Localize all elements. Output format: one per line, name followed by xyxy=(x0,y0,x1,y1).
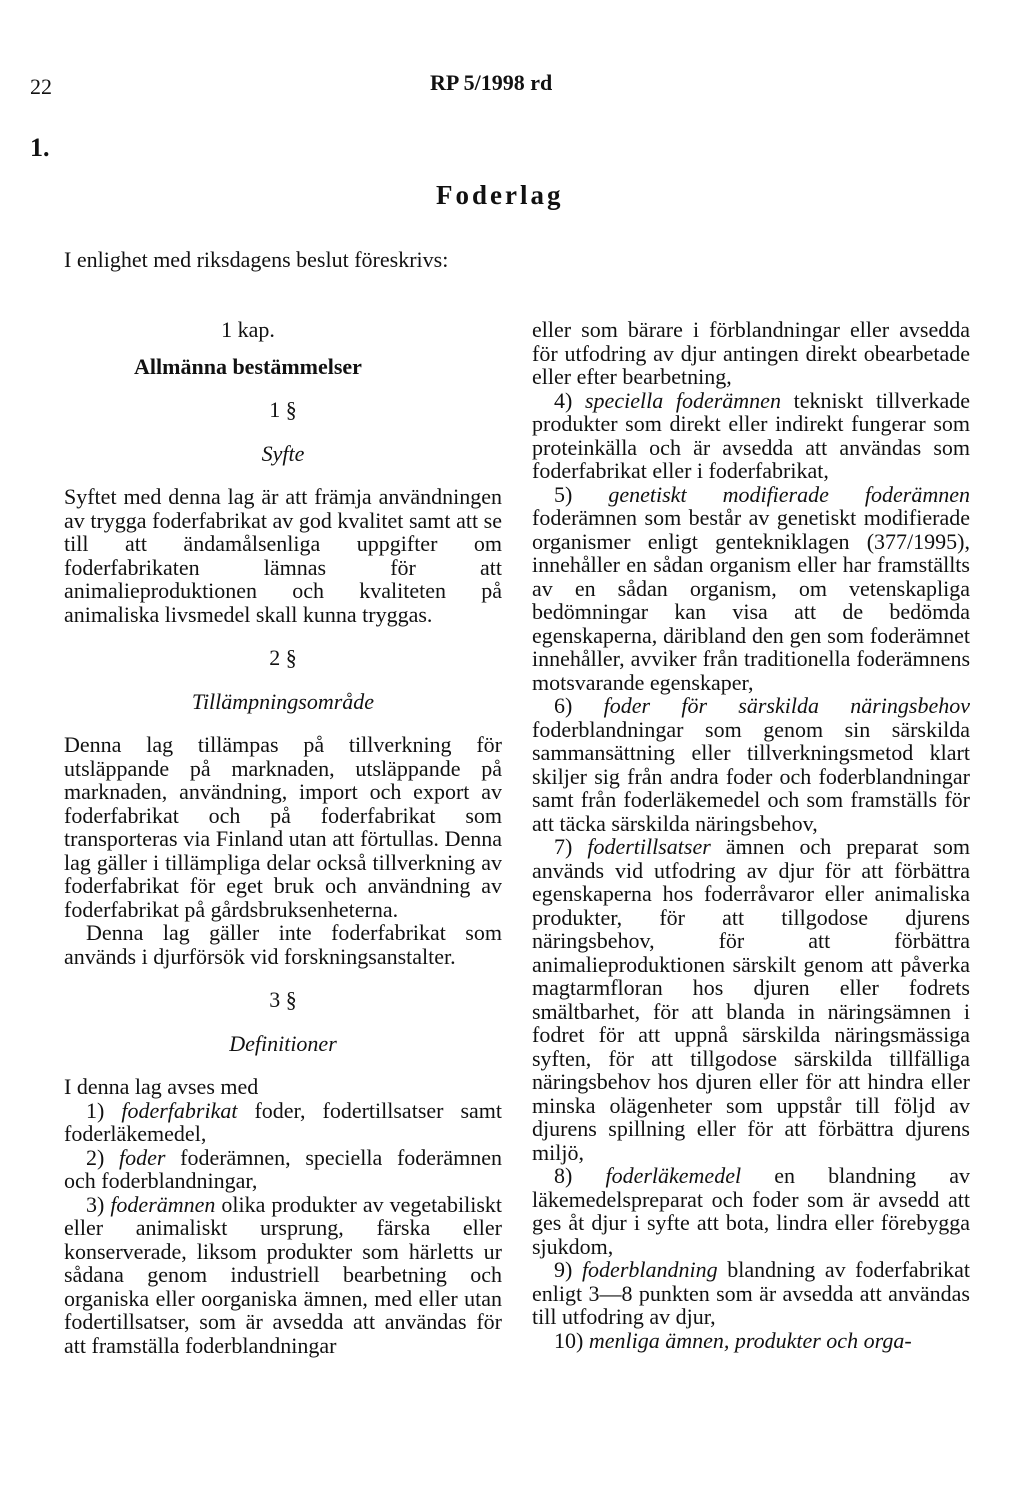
definition-text: foderblandningar som genom sin särskilda sammansättning eller tillverkningsmetod klart skiljer sig från andra foder och foderblandningar samt från foderläkemedel och som framställs för att täcka särskilda näringsbehov, xyxy=(532,716,970,836)
section-2-text-2: Denna lag gäller inte foderfabrikat som används i djurförsök vid forskningsanstalter. xyxy=(64,920,502,969)
section-2-text-1: Denna lag tillämpas på tillverkning för utsläppande på marknaden, utsläppande på marknaden, användning, import och export av foderfabrikat och på foderfabrikat som transporteras via Finland utan att förtullas. Denna lag gäller i tillämpliga delar också tillverkning av foderfabrikat för eget bruk och användning av foderfabrikat på gårdsbruksenheterna. xyxy=(64,732,502,922)
section-1-title: Syfte xyxy=(261,440,305,466)
definition-item xyxy=(532,694,970,835)
definitions-right xyxy=(532,389,970,1353)
definition-number: 3) xyxy=(86,1191,105,1217)
definition-number: 4) xyxy=(554,387,573,413)
definition-text: tekniskt tillverkade produkter som direkt eller indirekt fungerar som proteinkälla och är avsedda att användas som foderfabrikat eller i foderfabrikat, xyxy=(532,387,971,483)
chapter-label: 1 kap. xyxy=(221,317,275,342)
definition-term: fodertillsatser xyxy=(587,834,711,859)
chapter-heading: Allmänna bestämmelser xyxy=(134,353,362,379)
definition-term: speciella foderämnen xyxy=(585,387,781,413)
definition-number: 5) xyxy=(554,481,573,507)
definition-item xyxy=(532,1329,970,1353)
definition-number: 10) xyxy=(554,1327,584,1353)
definition-item xyxy=(64,1193,502,1358)
page-number: 22 xyxy=(30,74,52,99)
section-1-sign: 1 § xyxy=(269,397,297,422)
section-3-title: Definitioner xyxy=(229,1030,337,1056)
definition-term: foder xyxy=(119,1144,166,1170)
definition-number: 9) xyxy=(554,1257,573,1282)
definition-continuation: eller som bärare i förblandningar eller avsedda för utfodring av djur antingen direkt obearbetade eller efter bearbetning, xyxy=(532,317,970,389)
definition-item xyxy=(532,835,970,1164)
left-column xyxy=(64,318,502,1357)
definition-term: menliga ämnen, produkter och orga- xyxy=(588,1327,912,1353)
section-3-intro: I denna lag avses med xyxy=(64,1074,259,1099)
definition-item xyxy=(532,1258,970,1329)
definition-text: foderämnen, speciella foderämnen och foderblandningar, xyxy=(64,1144,503,1193)
definition-number: 8) xyxy=(554,1163,573,1188)
definition-number: 1) xyxy=(86,1097,105,1123)
definition-text: blandning av foderfabrikat enligt 3—8 punkten som är avsedda att användas till utfodring av djur, xyxy=(532,1257,971,1329)
definition-term: foder för särskilda näringsbehov xyxy=(603,693,970,718)
definitions-left xyxy=(64,1099,502,1358)
definition-text: foderämnen som består av genetiskt modifierade organismer enligt gentekniklagen (377/1995), innehåller en sådan organism eller har framställts av en sådan organism, om vetenskapliga bedömningar kan visa att de bedömda egenskaperna, däribland den gen som foderämnet innehåller, avviker från traditionella foderämnens motsvarande egenskaper, xyxy=(532,505,970,695)
law-title: Foderlag xyxy=(436,180,564,210)
section-2-title: Tillämpningsområde xyxy=(191,688,375,714)
section-2-sign: 2 § xyxy=(269,645,297,670)
definition-number: 2) xyxy=(86,1144,105,1170)
definition-item xyxy=(64,1146,502,1193)
definition-text: en blandning av läkemedelspreparat och foder som är avsedd att ges åt djur i syfte att bota, lindra eller förebygga sjukdom, xyxy=(532,1163,971,1259)
definition-term: foderläkemedel xyxy=(605,1163,742,1188)
definition-text: olika produkter av vegetabiliskt eller animaliskt ursprung, färska eller konserverade, liksom produkter som härletts ur sådana genom industriell bearbetning och organiska eller oorganiska ämnen, med eller utan fodertillsatser, som är avsedda att användas för att framställa foderblandningar xyxy=(64,1191,503,1358)
definition-number: 7) xyxy=(554,834,573,859)
running-title: RP 5/1998 rd xyxy=(430,70,553,95)
definition-item xyxy=(64,1099,502,1146)
definition-term: foderfabrikat xyxy=(121,1097,238,1123)
definition-item xyxy=(532,389,970,483)
right-column xyxy=(532,318,970,1352)
definition-text: ämnen och preparat som används vid utfodring av djur för att förbättra egenskaperna hos foderråvaror eller animaliska produkter, för att tillgodose djurens näringsbehov, för att förbättra animalieproduktionen särskilt genom att påverka magtarmfloran hos djuren eller fodrets smältbarhet, för att blanda in näringsämnen i fodret för att uppnå särskilda näringsmässiga syften, för att tillgodose särskilda tillfälliga näringsbehov hos djuren eller för att hindra eller minska olägenheter som uppstår till följd av djurens spillning eller för att förbättra djurens miljö, xyxy=(532,834,970,1165)
section-3-sign: 3 § xyxy=(269,987,297,1012)
preamble: I enlighet med riksdagens beslut föreskrivs: xyxy=(64,247,449,272)
definition-item xyxy=(532,1164,970,1258)
definition-item xyxy=(532,483,970,695)
document-number: 1. xyxy=(30,133,50,162)
definition-text: foder, fodertillsatser samt foderläkemedel, xyxy=(64,1097,503,1146)
section-1-text: Syftet med denna lag är att främja användningen av trygga foderfabrikat av god kvalitet samt att se till att ändamålsenliga uppgifter om foderfabrikaten lämnas för att animalieproduktionen och kvaliteten på animaliska livsmedel skall kunna tryggas. xyxy=(64,484,502,627)
definition-term: foderämnen xyxy=(110,1191,216,1217)
definition-term: genetiskt modifierade foderämnen xyxy=(608,481,970,507)
definition-number: 6) xyxy=(554,693,573,718)
definition-term: foderblandning xyxy=(581,1257,718,1282)
